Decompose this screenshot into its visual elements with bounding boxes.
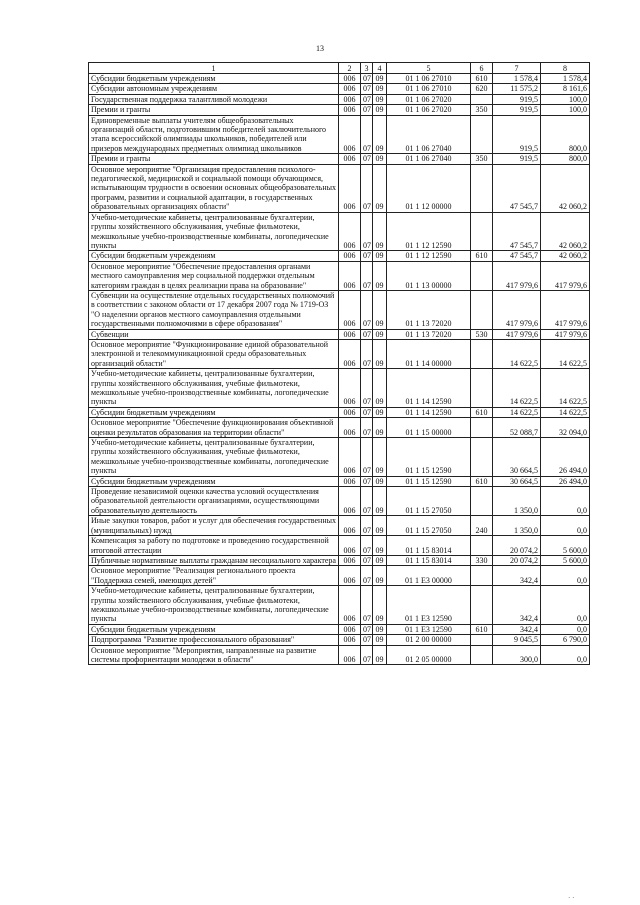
row-code-cell: 919,5 [493,105,541,115]
row-code-cell: 09 [373,586,387,625]
row-code-cell: 09 [373,635,387,645]
row-code-cell: 006 [339,329,361,339]
row-code-cell: 01 1 14 12590 [387,369,471,408]
row-code-cell: 100,0 [541,94,590,104]
row-code-cell: 09 [373,94,387,104]
row-code-cell: 09 [373,115,387,154]
row-code-cell: 006 [339,487,361,516]
row-code-cell: 300,0 [493,645,541,665]
row-name-cell: Компенсация за работу по подготовке и проведению государственной итоговой аттестации [89,536,339,556]
row-code-cell: 006 [339,418,361,438]
row-code-cell: 006 [339,339,361,368]
row-code-cell: 530 [471,329,493,339]
table-row [89,261,590,290]
row-code-cell: 01 1 14 00000 [387,339,471,368]
table-row [89,487,590,516]
row-code-cell: 47 545,7 [493,212,541,251]
row-code-cell: 01 1 06 27010 [387,84,471,94]
row-code-cell: 14 622,5 [493,339,541,368]
row-code-cell: 01 2 05 00000 [387,645,471,665]
row-code-cell: 342,4 [493,586,541,625]
row-code-cell: 20 074,2 [493,536,541,556]
row-code-cell: 26 494,0 [541,476,590,486]
table-row [89,290,590,329]
row-code-cell: 42 060,2 [541,212,590,251]
table-row [89,476,590,486]
row-code-cell [471,339,493,368]
row-code-cell: 01 1 12 12590 [387,251,471,261]
row-code-cell: 07 [361,329,373,339]
row-code-cell: 42 060,2 [541,251,590,261]
row-code-cell: 01 1 12 00000 [387,164,471,212]
table-header-row [89,63,590,74]
row-code-cell: 07 [361,566,373,586]
row-code-cell: 006 [339,164,361,212]
table-row [89,251,590,261]
row-code-cell: 52 088,7 [493,418,541,438]
row-code-cell: 09 [373,624,387,634]
row-code-cell: 1 350,0 [493,487,541,516]
row-code-cell: 417 979,6 [541,329,590,339]
row-code-cell: 006 [339,624,361,634]
row-code-cell: 6 790,0 [541,635,590,645]
row-code-cell: 09 [373,154,387,164]
table-row [89,105,590,115]
row-code-cell: 09 [373,339,387,368]
row-code-cell [471,586,493,625]
row-code-cell: 01 1 Е3 12590 [387,586,471,625]
row-code-cell [471,418,493,438]
row-name-cell: Субсидии бюджетным учреждениям [89,74,339,84]
row-code-cell: 14 622,5 [541,369,590,408]
row-code-cell: 09 [373,212,387,251]
table-row [89,339,590,368]
row-code-cell: 006 [339,536,361,556]
row-code-cell: 006 [339,154,361,164]
row-name-cell: Государственная поддержка талантливой молодежи [89,94,339,104]
row-code-cell: 006 [339,555,361,565]
row-code-cell: 0,0 [541,624,590,634]
row-name-cell: Субсидии бюджетным учреждениям [89,251,339,261]
row-code-cell: 07 [361,476,373,486]
row-name-cell: Основное мероприятие "Реализация регионального проекта "Поддержка семей, имеющих детей" [89,566,339,586]
column-header: 1 [89,63,339,74]
row-code-cell: 14 622,5 [493,407,541,417]
row-code-cell: 342,4 [493,566,541,586]
row-code-cell: 47 545,7 [493,164,541,212]
row-code-cell: 0,0 [541,516,590,536]
row-code-cell [471,487,493,516]
table-row [89,84,590,94]
row-code-cell: 07 [361,74,373,84]
row-code-cell: 1 350,0 [493,516,541,536]
row-code-cell: 610 [471,476,493,486]
row-code-cell: 01 1 06 27020 [387,94,471,104]
row-code-cell: 07 [361,586,373,625]
table-row [89,624,590,634]
row-code-cell: 417 979,6 [493,329,541,339]
row-name-cell: Единовременные выплаты учителям общеобразовательных организаций области, подготовившим победителей заключительного этапа всероссийской олимпиады школьников, победителей или призеров международных предметных олимпиад школьников [89,115,339,154]
row-code-cell: 417 979,6 [493,290,541,329]
row-code-cell: 01 2 00 00000 [387,635,471,645]
row-code-cell: 09 [373,418,387,438]
table-row [89,418,590,438]
row-code-cell: 417 979,6 [541,290,590,329]
row-code-cell: 07 [361,487,373,516]
row-code-cell: 610 [471,251,493,261]
row-code-cell: 07 [361,624,373,634]
row-code-cell: 09 [373,555,387,565]
row-name-cell: Премии и гранты [89,105,339,115]
row-code-cell: 5 600,0 [541,536,590,556]
row-code-cell: 09 [373,164,387,212]
row-code-cell: 800,0 [541,115,590,154]
row-code-cell: 006 [339,566,361,586]
row-code-cell: 006 [339,84,361,94]
row-code-cell: 26 494,0 [541,438,590,477]
row-code-cell: 07 [361,105,373,115]
row-code-cell: 006 [339,261,361,290]
table-row [89,635,590,645]
scan-mark: · · [568,894,575,902]
row-code-cell: 006 [339,476,361,486]
row-code-cell: 09 [373,329,387,339]
row-code-cell: 006 [339,212,361,251]
row-code-cell: 07 [361,369,373,408]
row-code-cell: 07 [361,635,373,645]
row-code-cell: 09 [373,566,387,586]
row-code-cell: 620 [471,84,493,94]
row-code-cell: 07 [361,418,373,438]
row-code-cell: 09 [373,487,387,516]
row-code-cell: 800,0 [541,154,590,164]
row-code-cell: 8 161,6 [541,84,590,94]
row-code-cell: 9 045,5 [493,635,541,645]
row-code-cell: 09 [373,438,387,477]
row-code-cell: 006 [339,369,361,408]
table-row [89,212,590,251]
table-row [89,115,590,154]
row-code-cell: 07 [361,290,373,329]
row-code-cell: 350 [471,105,493,115]
row-code-cell: 01 1 12 12590 [387,212,471,251]
table-row [89,407,590,417]
column-header: 6 [471,63,493,74]
row-code-cell: 006 [339,115,361,154]
row-code-cell: 07 [361,115,373,154]
row-code-cell: 006 [339,645,361,665]
row-name-cell: Подпрограмма "Развитие профессионального образования" [89,635,339,645]
column-header: 5 [387,63,471,74]
row-name-cell: Иные закупки товаров, работ и услуг для обеспечения государственных (муниципальных) нужд [89,516,339,536]
table-row [89,74,590,84]
row-code-cell: 07 [361,645,373,665]
row-code-cell: 006 [339,74,361,84]
table-row [89,645,590,665]
row-code-cell: 01 1 15 83014 [387,536,471,556]
row-code-cell: 006 [339,438,361,477]
row-code-cell: 417 979,6 [493,261,541,290]
row-code-cell: 07 [361,438,373,477]
row-code-cell: 01 1 14 12590 [387,407,471,417]
row-code-cell [471,635,493,645]
row-code-cell: 01 1 06 27040 [387,115,471,154]
table-row [89,536,590,556]
row-code-cell: 01 1 13 72020 [387,290,471,329]
row-code-cell [471,212,493,251]
row-code-cell: 47 545,7 [493,251,541,261]
row-code-cell [471,438,493,477]
row-code-cell: 30 664,5 [493,438,541,477]
row-code-cell [471,536,493,556]
row-code-cell: 006 [339,251,361,261]
row-code-cell: 07 [361,94,373,104]
row-code-cell: 01 1 06 27010 [387,74,471,84]
table-row [89,586,590,625]
row-code-cell: 01 1 Е3 00000 [387,566,471,586]
row-code-cell: 09 [373,407,387,417]
table-row [89,555,590,565]
row-code-cell: 09 [373,74,387,84]
row-name-cell: Учебно-методические кабинеты, централизованные бухгалтерии, группы хозяйственного обслуживания, учебные фильмотеки, межшкольные учебно-производственные комбинаты, логопедические пункты [89,212,339,251]
row-code-cell: 07 [361,84,373,94]
row-code-cell: 1 578,4 [541,74,590,84]
row-code-cell: 07 [361,407,373,417]
row-name-cell: Учебно-методические кабинеты, централизованные бухгалтерии, группы хозяйственного обслуживания, учебные фильмотеки, межшкольные учебно-производственные комбинаты, логопедические пункты [89,438,339,477]
row-code-cell: 01 1 06 27040 [387,154,471,164]
row-code-cell: 07 [361,555,373,565]
row-code-cell: 07 [361,164,373,212]
row-code-cell: 919,5 [493,115,541,154]
table-row [89,154,590,164]
budget-table [88,62,590,665]
row-code-cell: 610 [471,624,493,634]
row-code-cell: 07 [361,251,373,261]
row-code-cell: 09 [373,369,387,408]
row-code-cell: 342,4 [493,624,541,634]
table-row [89,329,590,339]
row-code-cell: 0,0 [541,487,590,516]
row-code-cell: 350 [471,154,493,164]
row-code-cell: 100,0 [541,105,590,115]
row-code-cell: 417 979,6 [541,261,590,290]
row-code-cell: 919,5 [493,154,541,164]
row-code-cell: 006 [339,105,361,115]
row-code-cell: 01 1 13 72020 [387,329,471,339]
row-code-cell: 07 [361,154,373,164]
row-code-cell [471,369,493,408]
table-row [89,369,590,408]
row-code-cell: 14 622,5 [493,369,541,408]
row-code-cell: 006 [339,290,361,329]
row-code-cell: 5 600,0 [541,555,590,565]
table-row [89,94,590,104]
row-code-cell [471,94,493,104]
row-code-cell: 07 [361,339,373,368]
row-code-cell: 09 [373,516,387,536]
table-row [89,566,590,586]
row-code-cell [471,115,493,154]
row-code-cell: 42 060,2 [541,164,590,212]
row-name-cell: Основное мероприятие "Обеспечение функционирования объективной оценки результатов образования на территории области" [89,418,339,438]
row-code-cell: 006 [339,407,361,417]
row-code-cell: 240 [471,516,493,536]
row-code-cell: 09 [373,84,387,94]
column-header: 7 [493,63,541,74]
column-header: 8 [541,63,590,74]
row-code-cell: 14 622,5 [541,339,590,368]
row-code-cell: 01 1 Е3 12590 [387,624,471,634]
row-name-cell: Основное мероприятие "Обеспечение предоставления органами местного самоуправления мер социальной поддержки отдельным категориям граждан в целях реализации права на образование" [89,261,339,290]
row-code-cell [471,645,493,665]
row-code-cell: 330 [471,555,493,565]
row-name-cell: Субсидии автономным учреждениям [89,84,339,94]
row-code-cell: 006 [339,635,361,645]
row-code-cell: 01 1 15 27050 [387,516,471,536]
row-code-cell: 006 [339,516,361,536]
row-code-cell [471,290,493,329]
row-code-cell: 01 1 15 12590 [387,438,471,477]
row-code-cell: 07 [361,261,373,290]
row-code-cell: 09 [373,476,387,486]
row-code-cell: 07 [361,212,373,251]
table-row [89,164,590,212]
row-name-cell: Публичные нормативные выплаты гражданам несоциального характера [89,555,339,565]
row-code-cell: 09 [373,536,387,556]
row-code-cell: 01 1 06 27020 [387,105,471,115]
row-name-cell: Проведение независимой оценки качества условий осуществления образовательной деятельности организациями, осуществляющими образовательную деятельность [89,487,339,516]
page-number: 13 [316,44,324,53]
row-code-cell: 919,5 [493,94,541,104]
row-name-cell: Субсидии бюджетным учреждениям [89,407,339,417]
row-name-cell: Премии и гранты [89,154,339,164]
row-code-cell: 1 578,4 [493,74,541,84]
row-code-cell: 09 [373,261,387,290]
row-name-cell: Учебно-методические кабинеты, централизованные бухгалтерии, группы хозяйственного обслуживания, учебные фильмотеки, межшкольные учебно-производственные комбинаты, логопедические пункты [89,586,339,625]
column-header: 4 [373,63,387,74]
row-code-cell [471,566,493,586]
row-code-cell: 30 664,5 [493,476,541,486]
row-code-cell: 09 [373,105,387,115]
table-row [89,516,590,536]
row-code-cell: 11 575,2 [493,84,541,94]
row-code-cell: 07 [361,536,373,556]
row-code-cell: 32 094,0 [541,418,590,438]
row-code-cell: 01 1 15 27050 [387,487,471,516]
row-code-cell: 09 [373,290,387,329]
row-code-cell: 006 [339,94,361,104]
row-name-cell: Субсидии бюджетным учреждениям [89,476,339,486]
row-name-cell: Основное мероприятие "Функционирование единой образовательной электронной и телекоммуникационной среды образовательных организаций области" [89,339,339,368]
row-name-cell: Учебно-методические кабинеты, централизованные бухгалтерии, группы хозяйственного обслуживания, учебные фильмотеки, межшкольные учебно-производственные комбинаты, логопедические пункты [89,369,339,408]
row-code-cell: 01 1 15 83014 [387,555,471,565]
row-name-cell: Основное мероприятие "Мероприятия, направленные на развитие системы профориентации молодежи в области" [89,645,339,665]
row-code-cell: 0,0 [541,566,590,586]
table-row [89,438,590,477]
column-header: 2 [339,63,361,74]
row-name-cell: Основное мероприятие "Организация предоставления психолого-педагогической, медицинской и социальной помощи обучающимся, испытывающим трудности в освоении основных общеобразовательных программ, развитии и социальной адаптации, в государственных образовательных организациях области" [89,164,339,212]
row-name-cell: Субсидии бюджетным учреждениям [89,624,339,634]
row-code-cell [471,261,493,290]
row-code-cell: 0,0 [541,586,590,625]
row-code-cell: 01 1 15 12590 [387,476,471,486]
row-code-cell: 006 [339,586,361,625]
row-code-cell: 610 [471,407,493,417]
row-code-cell: 01 1 15 00000 [387,418,471,438]
row-code-cell: 09 [373,645,387,665]
row-name-cell: Субвенции [89,329,339,339]
row-code-cell: 20 074,2 [493,555,541,565]
row-code-cell: 07 [361,516,373,536]
column-header: 3 [361,63,373,74]
row-code-cell: 610 [471,74,493,84]
row-code-cell: 14 622,5 [541,407,590,417]
row-code-cell: 09 [373,251,387,261]
row-code-cell: 01 1 13 00000 [387,261,471,290]
row-name-cell: Субвенции на осуществление отдельных государственных полномочий в соответствии с законом области от 17 декабря 2007 года № 1719-ОЗ "О наделении органов местного самоуправления отдельными государственными полномочиями в сфере образования" [89,290,339,329]
row-code-cell: 0,0 [541,645,590,665]
row-code-cell [471,164,493,212]
